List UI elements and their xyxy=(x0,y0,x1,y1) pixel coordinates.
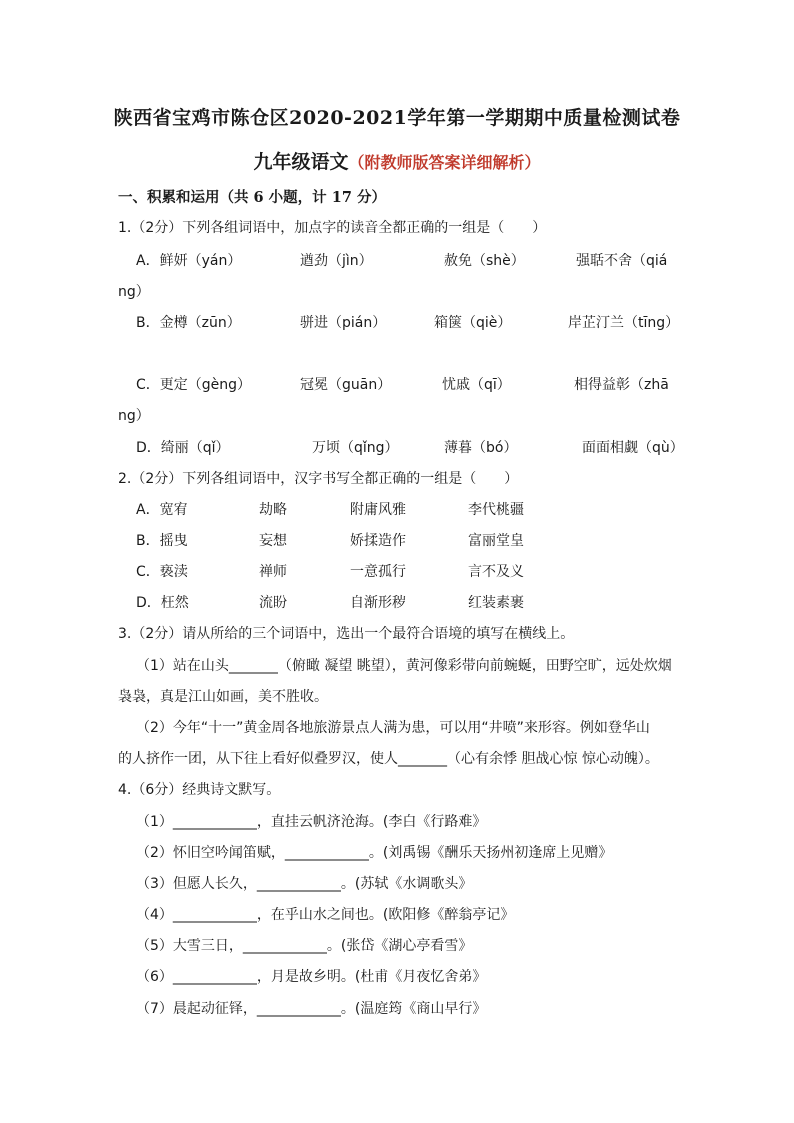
q3-stem: 3.（2分）请从所给的三个词语中，选出一个最符合语境的填写在横线上。 xyxy=(118,626,575,642)
q3-part1-line2: 袅袅，真是江山如画，美不胜收。 xyxy=(118,689,328,705)
q3-part2-line2: 的人挤作一团，从下往上看好似叠罗汉，使人_______（心有余悸 胆战心惊 惊心动魄）。 xyxy=(118,751,659,767)
section-heading: 一、积累和运用（共 6 小题，计 17 分） xyxy=(118,189,386,206)
subtitle-main: 九年级语文 xyxy=(253,151,349,173)
q4-item: （6）____________，月是故乡明。(杜甫《月夜忆舍弟》 xyxy=(136,969,487,985)
q4-item: （4）____________，在乎山水之间也。(欧阳修《醉翁亭记》 xyxy=(136,907,515,923)
exam-page: 陕西省宝鸡市陈仓区2020-2021学年第一学期期中质量检测试卷 九年级语文（附教师版答案详细解析） 一、积累和运用（共 6 小题，计 17 分） 1.（2分）下列各组词语中，加点字的读音全都正确的一组是（ ） A．鲜妍（yán） 遒劲（jìn） 赦免（shè） 强聒不舍（qiá ng） B．金樽（zūn） 骈进（pián） 箱箧（qiè） 岸芷汀兰（tīng） C．更定（gèng） 冠冕（guān） 忧戚（qī） 相得益彰（zhā ng） D．绮丽（qǐ） 万顷（qǐng） 薄暮（bó） 面面相觑（qù） 2.（2分）下列各组词语中，汉字书写全都正确的一组是（ ） A．宽宥 劫略 附庸风雅 李代桃疆 B．摇曳 妄想 娇揉造作 富丽堂皇 C．亵渎 禅师 一意孤行 言不及义 D．枉然 流盼 自渐形秽 红装素裹 3.（2分）请从所给的三个词语中，选出一个最符合语境的填写在横线上。 （1）站在山头_______（俯瞰 凝望 眺望），黄河像彩带向前蜿蜒，田野空旷，远处炊烟 袅袅，真是江山如画，美不胜收。 （2）今年“十一”黄金周各地旅游景点人满为患，可以用“井喷”来形容。例如登华山 的人挤作一团，从下往上看好似叠罗汉，使人_______（心有余悸 胆战心惊 惊心动魄）。 4.（6分）经典诗文默写。 （1）____________，直挂云帆济沧海。(李白《行路难》 （2）怀旧空吟闻笛赋，____________。(刘禹锡《酬乐天扬州初逢席上见赠》 （3）但愿人长久，____________。(苏轼《水调歌头》 （4）____________，在乎山水之间也。(欧阳修《醉翁亭记》 （5）大雪三日，____________。(张岱《湖心亭看雪》 （6）____________，月是故乡明。(杜甫《月夜忆舍弟》 （7）晨起动征铎，____________。(温庭筠《商山早行》 xyxy=(0,0,794,1123)
q4-item: （2）怀旧空吟闻笛赋，____________。(刘禹锡《酬乐天扬州初逢席上见赠》 xyxy=(136,845,613,861)
q4-item: （7）晨起动征铎，____________。(温庭筠《商山早行》 xyxy=(136,1001,487,1017)
q4-item: （1）____________，直挂云帆济沧海。(李白《行路难》 xyxy=(136,814,487,830)
exam-title: 陕西省宝鸡市陈仓区2020-2021学年第一学期期中质量检测试卷 xyxy=(113,107,681,129)
q2-stem: 2.（2分）下列各组词语中，汉字书写全都正确的一组是（ ） xyxy=(118,471,519,487)
q4-item: （5）大雪三日，____________。(张岱《湖心亭看雪》 xyxy=(136,938,473,954)
q4-item: （3）但愿人长久，____________。(苏轼《水调歌头》 xyxy=(136,876,473,892)
q1-stem: 1.（2分）下列各组词语中，加点字的读音全都正确的一组是（ ） xyxy=(118,220,547,236)
q4-stem: 4.（6分）经典诗文默写。 xyxy=(118,782,281,798)
q3-part1-line1: （1）站在山头_______（俯瞰 凝望 眺望），黄河像彩带向前蜿蜒，田野空旷，远处炊烟 xyxy=(136,658,672,674)
q3-part2-line1: （2）今年“十一”黄金周各地旅游景点人满为患，可以用“井喷”来形容。例如登华山 xyxy=(136,720,650,736)
subtitle-note: （附教师版答案详细解析） xyxy=(348,153,541,172)
exam-subtitle xyxy=(0,147,794,174)
